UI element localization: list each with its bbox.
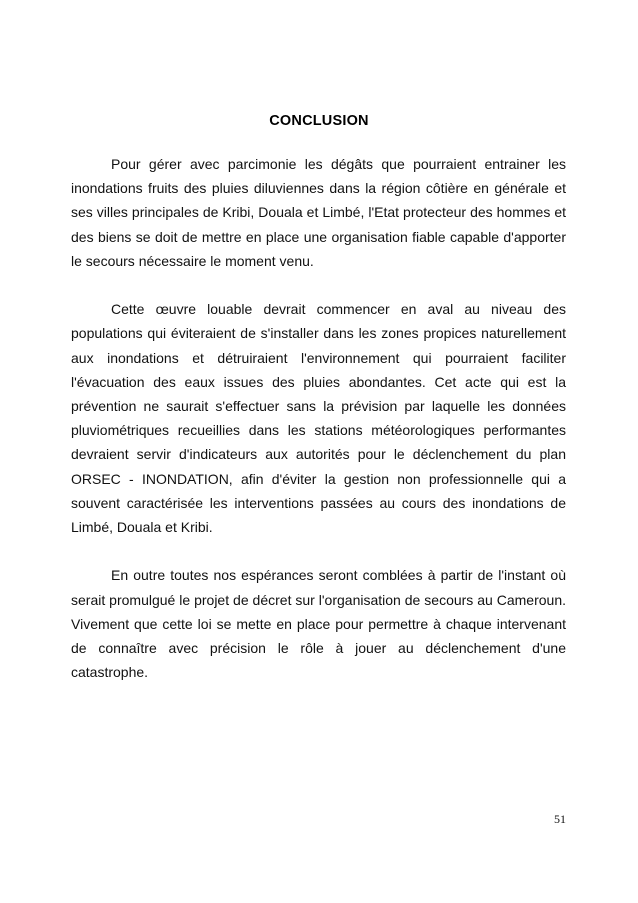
body-text — [71, 152, 566, 709]
paragraph-3: En outre toutes nos espérances seront comblées à partir de l'instant où serait promulgué le projet de décret sur l'organisation de secours au Cameroun. Vivement que cette loi se mette en place pour permettre à chaque intervenant de connaître avec précision le rôle à jouer au déclenchement d'une catastrophe. — [71, 567, 566, 681]
paragraph-2: Cette œuvre louable devrait commencer en aval au niveau des populations qui éviteraient de s'installer dans les zones propices naturellement aux inondations et détruiraient l'environnement qui pourraient faciliter l'évacuation des eaux issues des pluies abondantes. Cet acte qui est la prévention ne saurait s'effectuer sans la prévision par laquelle les données pluviométriques recueillies dans les stations météorologiques performantes devraient servir d'indicateurs aux autorités pour le déclenchement du plan ORSEC - INONDATION, afin d'éviter la gestion non professionnelle qui a souvent caractérisée les interventions passées au cours des inondations de Limbé, Douala et Kribi. — [71, 301, 566, 536]
page-number: 51 — [554, 812, 566, 826]
page-title: CONCLUSION — [269, 113, 369, 129]
paragraph-1: Pour gérer avec parcimonie les dégâts que pourraient entrainer les inondations fruits des pluies diluviennes dans la région côtière en générale et ses villes principales de Kribi, Douala et Limbé, l'Etat protecteur des hommes et des biens se doit de mettre en place une organisation fiable capable d'apporter le secours nécessaire le moment venu. — [71, 156, 566, 269]
